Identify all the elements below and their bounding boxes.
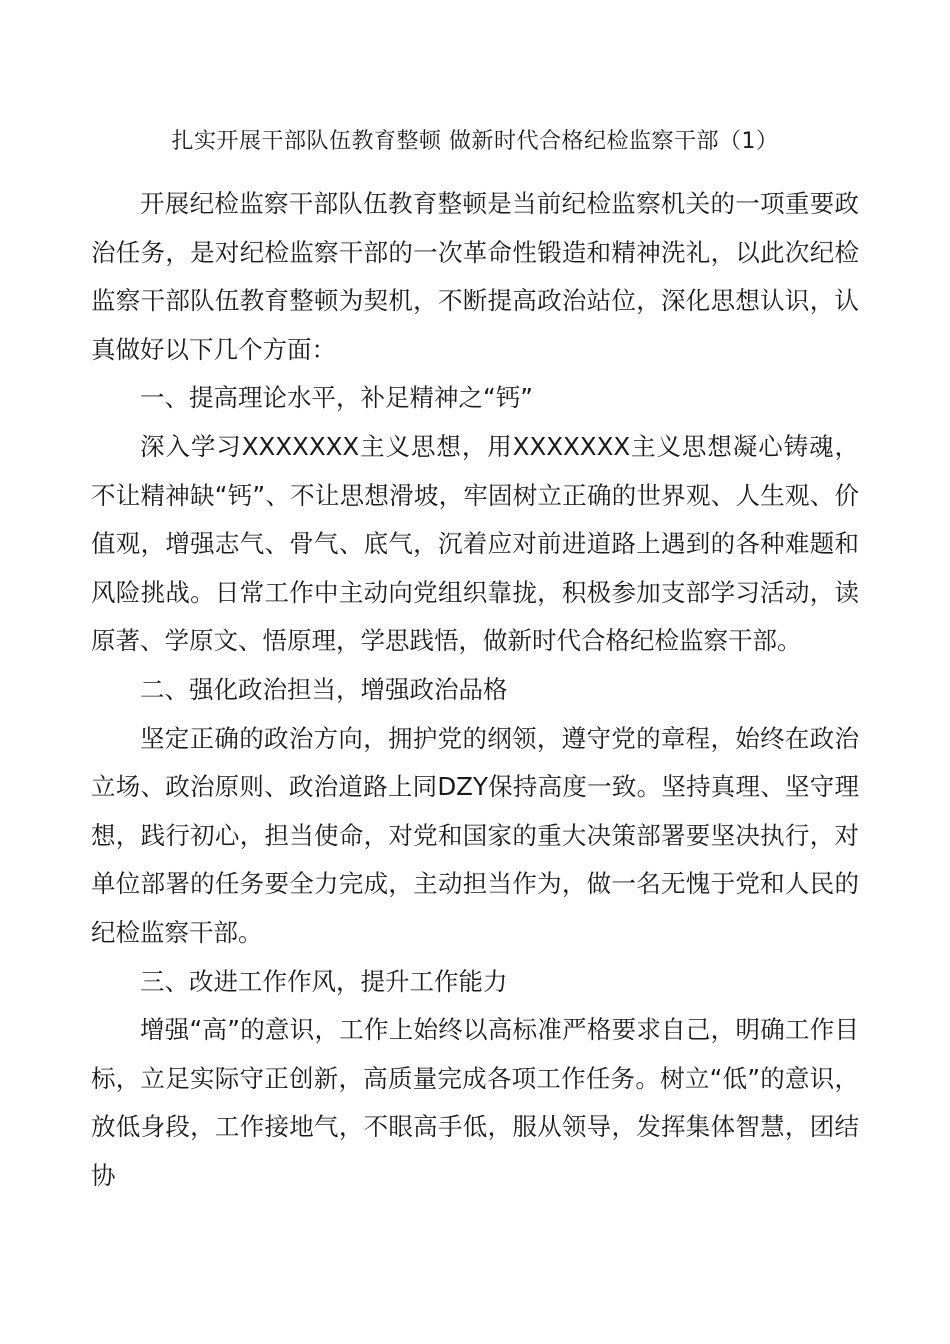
document-title: 扎实开展干部队伍教育整顿 做新时代合格纪检监察干部（1） — [171, 129, 779, 154]
paragraph-section-2: 坚定正确的政治方向，拥护党的纲领，遵守党的章程，始终在政治立场、政治原则、政治道路上同DZY保持高度一致。坚持真理、坚守理想，践行初心，担当使命，对党和国家的重大决策部署要坚决执行，对单位部署的任务要全力完成，主动担当作为，做一名无愧于党和人民的纪检监察干部。 — [91, 723, 859, 947]
paragraph-section-3: 增强“高”的意识，工作上始终以高标准严格要求自己，明确工作目标，立足实际守正创新，高质量完成各项工作任务。树立“低”的意识，放低身段，工作接地气，不眼高手低，服从领导，发挥集体智慧，团结协 — [91, 1015, 859, 1190]
paragraph-intro: 开展纪检监察干部队伍教育整顿是当前纪检监察机关的一项重要政治任务，是对纪检监察干部的一次革命性锻造和精神洗礼，以此次纪检监察干部队伍教育整顿为契机，不断提高政治站位，深化思想认识，认真做好以下几个方面： — [91, 189, 859, 364]
section-heading-3: 三、改进工作作风，提升工作能力 — [140, 966, 508, 996]
document-body — [91, 180, 859, 1200]
section-heading-2: 二、强化政治担当，增强政治品格 — [140, 674, 508, 704]
section-heading-1: 一、提高理论水平，补足精神之“钙” — [140, 383, 533, 413]
paragraph-section-1: 深入学习XXXXXXX主义思想，用XXXXXXX主义思想凝心铸魂，不让精神缺“钙”、不让思想滑坡，牢固树立正确的世界观、人生观、价值观，增强志气、骨气、底气，沉着应对前进道路上遇到的各种难题和风险挑战。日常工作中主动向党组织靠拢，积极参加支部学习活动，读原著、学原文、悟原理，学思践悟，做新时代合格纪检监察干部。 — [91, 431, 859, 656]
